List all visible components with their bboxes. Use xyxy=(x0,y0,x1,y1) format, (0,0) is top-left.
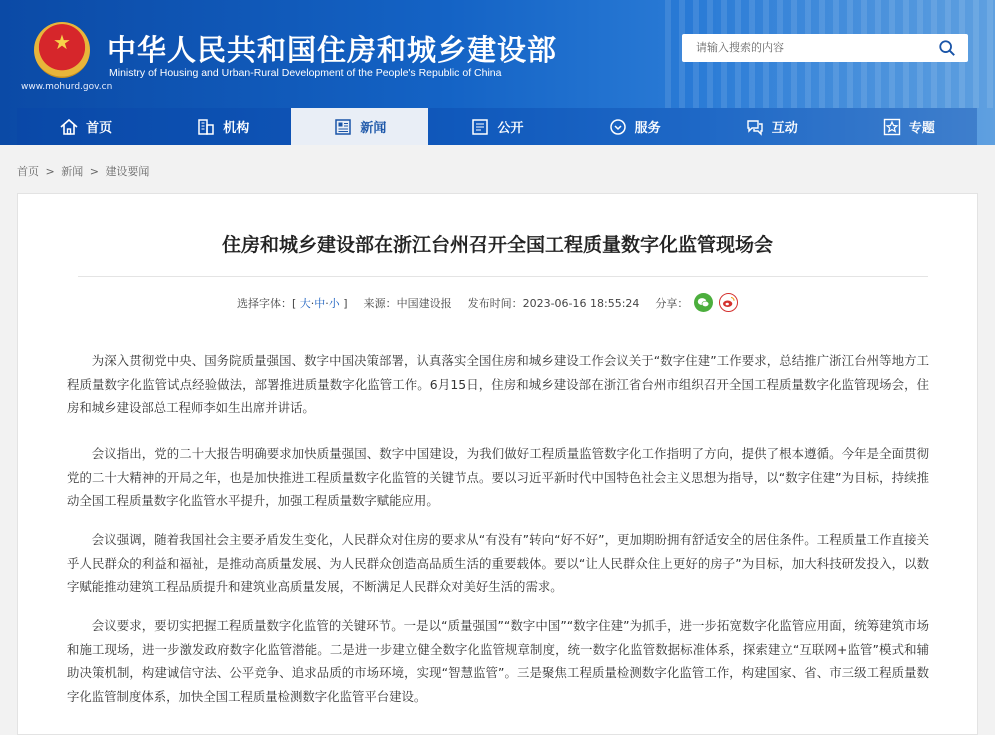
font-size-selector xyxy=(237,295,348,311)
nav-label-interact: 互动 xyxy=(771,121,798,136)
breadcrumb-separator: > xyxy=(45,165,55,178)
weibo-share-icon[interactable] xyxy=(719,293,738,312)
article-paragraph: 会议指出，党的二十大报告明确要求加快质量强国、数字中国建设，为我们做好工程质量监管数字化工作指明了方向，提供了根本遵循。今年是全面贯彻党的二十大精神的开局之年，也是加快推进工程质量数字化监管的关键节点。要以习近平新时代中国特色社会主义思想为指导，以“数字住建”为目标，持续推动全国工程质量数字化监管水平提升，加强工程质量数字赋能应用。 xyxy=(67,446,929,508)
font-size-dot: · xyxy=(310,296,315,310)
font-size-dot: · xyxy=(325,296,329,310)
share-label: 分享： xyxy=(655,296,689,310)
breadcrumb-current[interactable]: 建设要闻 xyxy=(105,165,150,178)
breadcrumb-news[interactable]: 新闻 xyxy=(61,165,84,178)
site-url: www.mohurd.gov.cn xyxy=(21,82,113,92)
site-header xyxy=(0,0,995,145)
article-panel xyxy=(17,193,978,735)
star-icon xyxy=(882,117,902,137)
article-paragraph: 会议要求，要切实把握工程质量数字化监管的关键环节。一是以“质量强国”“数字中国”“数字住建”为抓手，进一步拓宽数字化监管应用面，统筹建筑市场和施工现场，进一步激发政府数字化监管潜能。二是进一步建立健全数字化监管规章制度，统一数字化监管数据标准体系，探索建立“互联网+监管”模式和辅助决策机制，构建诚信守法、公平竞争、追求品质的市场环境，实现“智慧监管”。三是聚焦工程质量检测数字化监管工作，构建国家、省、市三级工程质量数字化监管制度体系，加快全国工程质量检测数字化监管平台建设。 xyxy=(67,618,929,704)
font-size-close: ] xyxy=(343,296,348,310)
title-divider xyxy=(78,276,928,277)
nav-label-home: 首页 xyxy=(86,121,113,136)
font-size-large[interactable]: 大 xyxy=(299,296,311,310)
nav-label-news: 新闻 xyxy=(360,121,387,136)
breadcrumb-separator: > xyxy=(89,165,99,178)
font-size-small[interactable]: 小 xyxy=(328,296,340,310)
font-size-label: 选择字体：[ xyxy=(237,296,297,310)
service-icon xyxy=(608,117,628,137)
site-title-cn[interactable]: 中华人民共和国住房和城乡建设部 xyxy=(107,33,558,67)
nav-item-agency[interactable] xyxy=(154,108,291,145)
search-input[interactable] xyxy=(694,40,928,55)
article-paragraph: 会议强调，随着我国社会主要矛盾发生变化，人民群众对住房的要求从“有没有”转向“好不好”，更加期盼拥有舒适安全的居住条件。工程质量工作直接关乎人民群众的利益和福祉，是推动高质量发展、为人民群众创造高品质生活的重要载体。要以“让人民群众住上更好的房子”为目标，加大科技研发投入，以数字赋能推动建筑工程品质提升和建筑业高质量发展，不断满足人民群众对美好生活的需求。 xyxy=(67,532,929,594)
breadcrumb xyxy=(17,163,152,179)
article-paragraph: 为深入贯彻党中央、国务院质量强国、数字中国决策部署，认真落实全国住房和城乡建设工作会议关于“数字住建”工作要求，总结推广浙江台州等地方工程质量数字化监管试点经验做法，部署推进质量数字化监管工作。6月15日，住房和城乡建设部在浙江省台州市组织召开全国工程质量数字化监管现场会，住房和城乡建设部总工程师李如生出席并讲话。 xyxy=(67,353,929,415)
font-size-medium[interactable]: 中 xyxy=(314,296,326,310)
news-icon xyxy=(333,117,353,137)
nav-item-service[interactable] xyxy=(566,108,703,145)
search-box xyxy=(682,34,968,62)
nav-label-service: 服务 xyxy=(634,121,661,136)
nav-label-open: 公开 xyxy=(497,121,524,136)
nav-label-special: 专题 xyxy=(908,121,935,136)
home-icon xyxy=(59,117,79,137)
nav-item-news[interactable] xyxy=(291,108,428,145)
interact-icon xyxy=(745,117,765,137)
article-title: 住房和城乡建设部在浙江台州召开全国工程质量数字化监管现场会 xyxy=(221,234,773,256)
article-time: 发布时间：2023-06-16 18:55:24 xyxy=(467,296,640,310)
building-icon xyxy=(196,117,216,137)
breadcrumb-home[interactable]: 首页 xyxy=(17,165,39,178)
article-source: 来源：中国建设报 xyxy=(363,296,452,310)
search-icon[interactable] xyxy=(938,39,956,57)
nav-label-agency: 机构 xyxy=(223,121,250,136)
site-title-en: Ministry of Housing and Urban-Rural Development of the People's Republic of China xyxy=(109,67,502,79)
nav-item-open[interactable] xyxy=(428,108,565,145)
wechat-share-icon[interactable] xyxy=(694,293,713,312)
national-emblem-icon[interactable]: ★ xyxy=(34,22,90,78)
main-nav xyxy=(17,108,977,145)
nav-item-interact[interactable] xyxy=(703,108,840,145)
nav-item-special[interactable] xyxy=(840,108,977,145)
nav-item-home[interactable] xyxy=(17,108,154,145)
open-icon xyxy=(470,117,490,137)
article-meta xyxy=(237,293,738,312)
